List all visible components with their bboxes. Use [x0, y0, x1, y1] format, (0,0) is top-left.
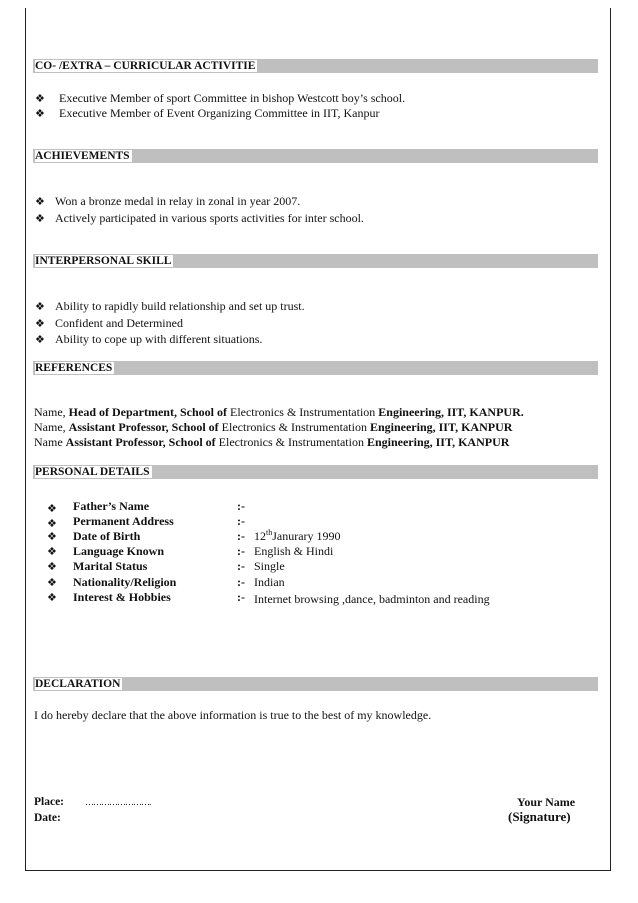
list-item: ❖ Won a bronze medal in relay in zonal in year 2007. [35, 194, 301, 208]
interpersonal-heading: INTERPERSONAL SKILL [33, 254, 598, 268]
reference-line: Name Assistant Professor, School of Electronics & Instrumentation Engineering, IIT, KANPUR [34, 435, 510, 449]
date-label: Date: [34, 812, 61, 824]
bullet-icon: ❖ [35, 334, 45, 346]
reference-line: Name, Assistant Professor, School of Electronics & Instrumentation Engineering, IIT, KANPUR [34, 420, 513, 434]
place-label: Place: [34, 796, 65, 808]
bullet-icon: ❖ [47, 531, 57, 543]
bullet-icon: ❖ [47, 546, 57, 558]
bullet-icon: ❖ [35, 318, 45, 330]
list-item: ❖ Ability to cope up with different situations. [35, 332, 263, 346]
personal-details-heading: PERSONAL DETAILS [33, 465, 598, 479]
bullet-icon: ❖ [35, 108, 45, 120]
signature-label: (Signature) [508, 809, 571, 824]
place-value: ……………………. [85, 797, 151, 807]
bullet-icon: ❖ [35, 213, 45, 225]
reference-line: Name, Head of Department, School of Electronics & Instrumentation Engineering, IIT, KANPUR. [34, 405, 524, 419]
bullet-icon: ❖ [47, 577, 57, 589]
bullet-icon: ❖ [35, 301, 45, 313]
bullet-icon: ❖ [35, 93, 45, 105]
references-heading: REFERENCES [33, 361, 598, 375]
co-extra-heading: CO- /EXTRA – CURRICULAR ACTIVITIE [33, 59, 598, 73]
bullet-icon: ❖ [47, 518, 57, 530]
declaration-heading: DECLARATION [33, 677, 598, 691]
bullet-icon: ❖ [35, 196, 45, 208]
declaration-text: I do hereby declare that the above information is true to the best of my knowledge. [34, 708, 432, 722]
bullet-icon: ❖ [47, 561, 57, 573]
achievements-heading: ACHIEVEMENTS [33, 149, 598, 163]
bullet-icon: ❖ [47, 503, 57, 515]
list-item: ❖ Actively participated in various sports activities for inter school. [35, 211, 364, 225]
your-name-label: Your Name [517, 795, 576, 809]
list-item: ❖ Executive Member of sport Committee in bishop Westcott boy’s school. [35, 91, 406, 105]
list-item: ❖ Confident and Determined [35, 316, 183, 330]
list-item: ❖ Executive Member of Event Organizing Committee in IIT, Kanpur [35, 106, 380, 120]
list-item: ❖ Ability to rapidly build relationship and set up trust. [35, 299, 305, 313]
bullet-icon: ❖ [47, 592, 57, 604]
